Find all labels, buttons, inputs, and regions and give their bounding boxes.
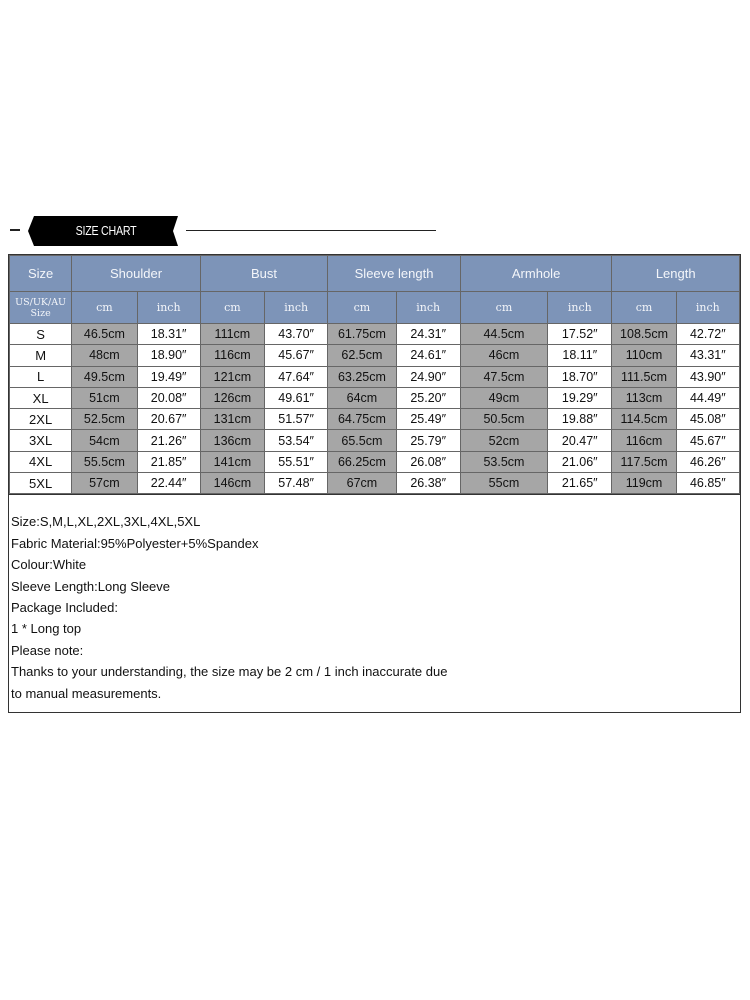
bust-inch-cell: 55.51″ <box>265 451 328 472</box>
note-line: Thanks to your understanding, the size may be 2 cm / 1 inch inaccurate due <box>11 664 448 680</box>
note-line: to manual measurements. <box>11 685 162 701</box>
bust-inch-cell: 43.70″ <box>265 324 328 345</box>
unit-inch: inch <box>548 292 612 324</box>
size-cell: 2XL <box>10 409 72 430</box>
length-cm-cell: 119cm <box>612 473 676 494</box>
unit-inch: inch <box>137 292 200 324</box>
banner-dash <box>10 229 20 231</box>
armhole-cm-cell: 50.5cm <box>460 409 547 430</box>
size-region-label: US/UK/AU Size <box>15 296 67 319</box>
shoulder-inch-cell: 22.44″ <box>137 473 200 494</box>
length-inch-cell: 44.49″ <box>676 387 739 408</box>
shoulder-inch-cell: 19.49″ <box>137 366 200 387</box>
bust-cm-cell: 111cm <box>200 324 264 345</box>
unit-cm: cm <box>328 292 396 324</box>
length-inch-cell: 46.85″ <box>676 473 739 494</box>
unit-cm: cm <box>612 292 676 324</box>
shoulder-inch-cell: 20.67″ <box>137 409 200 430</box>
length-cm-cell: 113cm <box>612 387 676 408</box>
note-line: 1 * Long top <box>11 621 82 637</box>
table-row <box>10 409 740 430</box>
table-row <box>10 345 740 366</box>
armhole-inch-cell: 18.70″ <box>548 366 612 387</box>
length-cm-cell: 111.5cm <box>612 366 676 387</box>
shoulder-cm-cell: 46.5cm <box>72 324 137 345</box>
note-line: Colour:White <box>11 557 87 573</box>
unit-inch: inch <box>396 292 460 324</box>
table-row <box>10 366 740 387</box>
size-cell: S <box>10 324 72 345</box>
length-inch-cell: 43.31″ <box>676 345 739 366</box>
note-line: Package Included: <box>11 600 118 615</box>
shoulder-inch-cell: 18.31″ <box>137 324 200 345</box>
armhole-cm-cell: 46cm <box>460 345 547 366</box>
armhole-inch-cell: 17.52″ <box>548 324 612 345</box>
bust-inch-cell: 45.67″ <box>265 345 328 366</box>
armhole-inch-cell: 21.65″ <box>548 473 612 494</box>
length-cm-cell: 117.5cm <box>612 451 676 472</box>
length-inch-cell: 45.08″ <box>676 409 739 430</box>
header-bust: Bust <box>200 256 328 292</box>
size-chart-tag <box>28 216 184 246</box>
header-length: Length <box>612 256 740 292</box>
bust-inch-cell: 53.54″ <box>265 430 328 451</box>
size-cell: L <box>10 366 72 387</box>
banner-rule <box>186 230 436 231</box>
shoulder-cm-cell: 57cm <box>72 473 137 494</box>
unit-row <box>10 292 740 324</box>
size-chart-banner <box>8 214 438 248</box>
bust-cm-cell: 141cm <box>200 451 264 472</box>
sleeve-inch-cell: 26.08″ <box>396 451 460 472</box>
armhole-cm-cell: 55cm <box>460 473 547 494</box>
size-cell: 5XL <box>10 473 72 494</box>
sleeve-inch-cell: 26.38″ <box>396 473 460 494</box>
sleeve-cm-cell: 67cm <box>328 473 396 494</box>
sleeve-cm-cell: 66.25cm <box>328 451 396 472</box>
size-chart-title: SIZE CHART <box>75 223 137 238</box>
header-row <box>10 256 740 292</box>
bust-inch-cell: 47.64″ <box>265 366 328 387</box>
bust-inch-cell: 51.57″ <box>265 409 328 430</box>
sleeve-cm-cell: 64cm <box>328 387 396 408</box>
sleeve-inch-cell: 25.49″ <box>396 409 460 430</box>
shoulder-inch-cell: 21.26″ <box>137 430 200 451</box>
armhole-inch-cell: 18.11″ <box>548 345 612 366</box>
header-armhole: Armhole <box>460 256 612 292</box>
armhole-inch-cell: 20.47″ <box>548 430 612 451</box>
bust-inch-cell: 49.61″ <box>265 387 328 408</box>
bust-cm-cell: 136cm <box>200 430 264 451</box>
size-rows <box>10 324 740 494</box>
size-cell: 4XL <box>10 451 72 472</box>
size-cell: 3XL <box>10 430 72 451</box>
bust-cm-cell: 121cm <box>200 366 264 387</box>
unit-cm: cm <box>72 292 137 324</box>
armhole-cm-cell: 53.5cm <box>460 451 547 472</box>
sleeve-cm-cell: 61.75cm <box>328 324 396 345</box>
header-shoulder: Shoulder <box>72 256 201 292</box>
armhole-cm-cell: 47.5cm <box>460 366 547 387</box>
armhole-cm-cell: 49cm <box>460 387 547 408</box>
unit-cm: cm <box>460 292 547 324</box>
armhole-inch-cell: 19.29″ <box>548 387 612 408</box>
size-chart <box>8 254 741 713</box>
armhole-cm-cell: 44.5cm <box>460 324 547 345</box>
bust-inch-cell: 57.48″ <box>265 473 328 494</box>
table-row <box>10 451 740 472</box>
product-notes <box>9 494 740 712</box>
size-cell: XL <box>10 387 72 408</box>
sleeve-inch-cell: 24.61″ <box>396 345 460 366</box>
armhole-inch-cell: 19.88″ <box>548 409 612 430</box>
note-line: Please note: <box>11 642 84 658</box>
shoulder-cm-cell: 48cm <box>72 345 137 366</box>
table-row <box>10 430 740 451</box>
unit-inch: inch <box>676 292 739 324</box>
bust-cm-cell: 126cm <box>200 387 264 408</box>
table-row <box>10 473 740 494</box>
shoulder-cm-cell: 55.5cm <box>72 451 137 472</box>
size-cell: M <box>10 345 72 366</box>
shoulder-inch-cell: 18.90″ <box>137 345 200 366</box>
sleeve-inch-cell: 25.79″ <box>396 430 460 451</box>
length-inch-cell: 45.67″ <box>676 430 739 451</box>
bust-cm-cell: 146cm <box>200 473 264 494</box>
header-size: Size <box>10 256 72 292</box>
table-row <box>10 387 740 408</box>
subheader-size-region <box>10 292 72 324</box>
sleeve-cm-cell: 63.25cm <box>328 366 396 387</box>
length-cm-cell: 110cm <box>612 345 676 366</box>
length-cm-cell: 116cm <box>612 430 676 451</box>
shoulder-inch-cell: 20.08″ <box>137 387 200 408</box>
shoulder-cm-cell: 54cm <box>72 430 137 451</box>
size-table <box>9 255 740 494</box>
note-line: Sleeve Length:Long Sleeve <box>11 578 171 594</box>
sleeve-cm-cell: 65.5cm <box>328 430 396 451</box>
shoulder-inch-cell: 21.85″ <box>137 451 200 472</box>
sleeve-inch-cell: 24.90″ <box>396 366 460 387</box>
length-inch-cell: 46.26″ <box>676 451 739 472</box>
note-line: Fabric Material:95%Polyester+5%Spandex <box>11 535 259 551</box>
note-line: Size:S,M,L,XL,2XL,3XL,4XL,5XL <box>11 514 201 530</box>
header-sleeve-length: Sleeve length <box>328 256 461 292</box>
bust-cm-cell: 131cm <box>200 409 264 430</box>
length-inch-cell: 42.72″ <box>676 324 739 345</box>
armhole-cm-cell: 52cm <box>460 430 547 451</box>
armhole-inch-cell: 21.06″ <box>548 451 612 472</box>
unit-inch: inch <box>265 292 328 324</box>
sleeve-inch-cell: 25.20″ <box>396 387 460 408</box>
shoulder-cm-cell: 51cm <box>72 387 137 408</box>
length-inch-cell: 43.90″ <box>676 366 739 387</box>
sleeve-cm-cell: 64.75cm <box>328 409 396 430</box>
sleeve-cm-cell: 62.5cm <box>328 345 396 366</box>
length-cm-cell: 108.5cm <box>612 324 676 345</box>
sleeve-inch-cell: 24.31″ <box>396 324 460 345</box>
bust-cm-cell: 116cm <box>200 345 264 366</box>
shoulder-cm-cell: 49.5cm <box>72 366 137 387</box>
length-cm-cell: 114.5cm <box>612 409 676 430</box>
shoulder-cm-cell: 52.5cm <box>72 409 137 430</box>
table-row <box>10 324 740 345</box>
unit-cm: cm <box>200 292 264 324</box>
